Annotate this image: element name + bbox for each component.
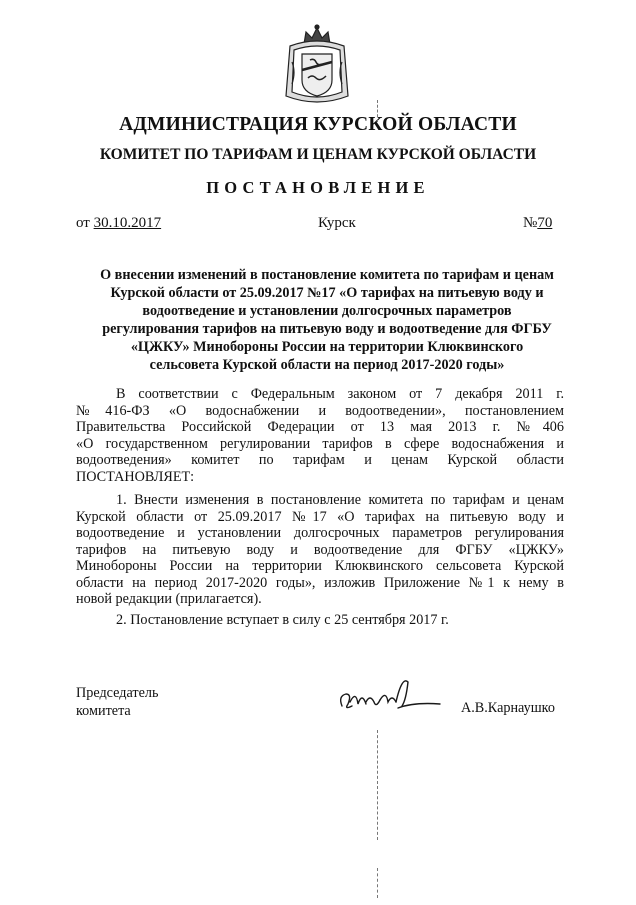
clause-1-paragraph	[76, 492, 564, 608]
handwritten-signature-icon	[336, 672, 446, 718]
subject-line: регулирования тарифов на питьевую воду и водоотведение для ФГБУ	[102, 321, 552, 337]
document-subject	[74, 266, 580, 374]
coat-of-arms-icon	[282, 22, 352, 108]
document-number: №70	[523, 215, 553, 231]
text-line: 1. Внести изменения в постановление комитета по тарифам и ценам	[116, 492, 564, 508]
text-line: водоотведения» комитет по тарифам и ценам Курской области	[76, 452, 564, 468]
subject-line: О внесении изменений в постановление комитета по тарифам и ценам	[100, 267, 554, 283]
organization-title: АДМИНИСТРАЦИЯ КУРСКОЙ ОБЛАСТИ	[119, 114, 517, 135]
text-line: Правительства Российской Федерации от 13 мая 2013 г. №406	[76, 419, 564, 435]
text-line: Минобороны России на территории Клюквинского сельсовета Курской	[76, 558, 564, 574]
document-city: Курск	[318, 215, 356, 231]
text-line: 2. Постановление вступает в силу с 25 сентября 2017 г.	[116, 612, 449, 628]
number-value: 70	[537, 215, 553, 231]
scan-fold-line	[377, 868, 379, 898]
text-line: №416-ФЗ «О водоснабжении и водоотведении», постановлением	[76, 402, 564, 419]
text-line: тарифов на питьевую воду и водоотведение для ФГБУ «ЦЖКУ»	[76, 541, 564, 558]
preamble-paragraph	[76, 386, 564, 485]
text-line: Курской области от 25.09.2017 №17 «О тарифах на питьевую воду и	[76, 508, 564, 525]
date-value: 30.10.2017	[93, 215, 162, 231]
scan-fold-line	[377, 730, 379, 840]
text-line: В соответствии с Федеральным законом от 7 декабря 2011 г.	[116, 386, 564, 402]
signatory-name: А.В.Карнаушко	[461, 700, 555, 716]
subject-line: Курской области от 25.09.2017 №17 «О тарифах на питьевую воду и	[110, 285, 544, 301]
document-date: от 30.10.2017	[76, 215, 162, 231]
text-line: ПОСТАНОВЛЯЕТ:	[76, 468, 195, 485]
text-line: области на период 2017-2020 годы», изложив Приложение №1 к нему в	[76, 574, 564, 591]
document-type: ПОСТАНОВЛЕНИЕ	[206, 178, 430, 197]
clause-2-paragraph	[76, 612, 564, 629]
text-line: водоотведение и установлении долгосрочных параметров регулирования	[76, 525, 564, 541]
text-line: «О государственном регулировании тарифов в сфере водоснабжения и	[76, 435, 564, 452]
subject-line: «ЦЖКУ» Минобороны России на территории Клюквинского	[130, 339, 524, 355]
committee-title: КОМИТЕТ ПО ТАРИФАМ И ЦЕНАМ КУРСКОЙ ОБЛАСТИ	[99, 146, 537, 163]
signatory-role: Председатель комитета	[76, 685, 159, 719]
subject-line: сельсовета Курской области на период 2017-2020 годы»	[149, 357, 505, 373]
subject-line: водоотведение и установлении долгосрочных параметров	[142, 303, 512, 319]
scan-fold-line	[377, 100, 379, 122]
text-line: новой редакции (прилагается).	[76, 591, 262, 607]
